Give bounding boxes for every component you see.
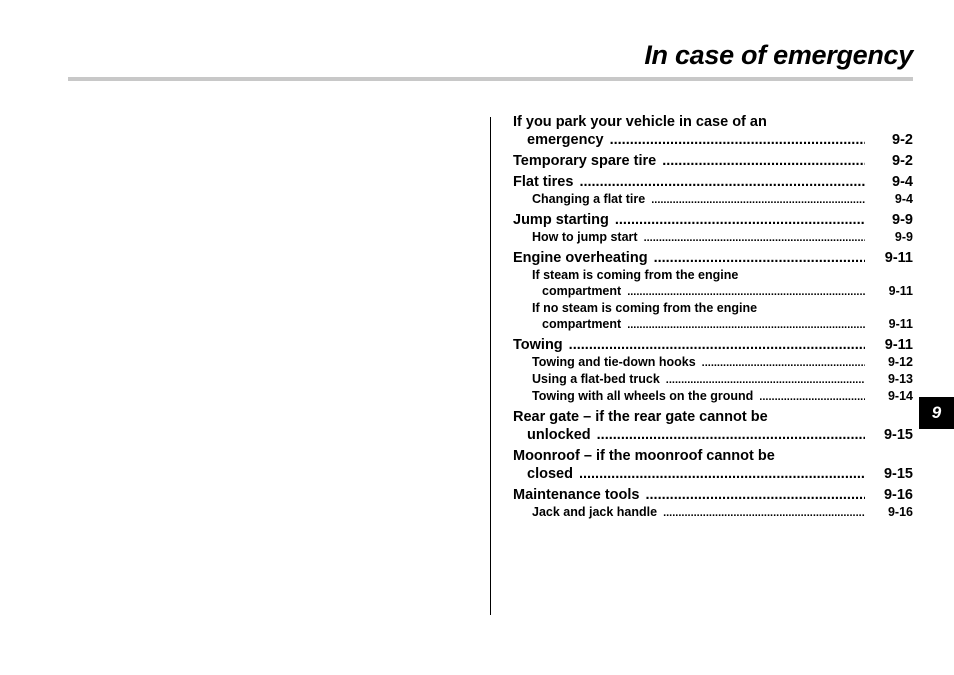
table-of-contents [513, 112, 913, 521]
toc-entry[interactable] [513, 336, 913, 354]
toc-subentry-page: 9-12 [887, 355, 913, 369]
toc-entry[interactable] [513, 408, 913, 444]
toc-leader-dots [662, 152, 865, 170]
toc-subentry[interactable] [513, 191, 913, 208]
toc-subentry[interactable] [513, 354, 913, 371]
toc-subentry-page: 9-11 [888, 284, 913, 298]
toc-entry-page: 9-16 [883, 487, 913, 503]
toc-leader-dots [702, 354, 865, 371]
toc-entry[interactable] [513, 173, 913, 191]
toc-entry-label: unlocked [527, 427, 591, 443]
toc-subentry-page: 9-14 [887, 389, 913, 403]
title-rule [68, 77, 913, 81]
toc-leader-dots [610, 131, 865, 149]
toc-subentry-page: 9-13 [887, 372, 913, 386]
toc-entry-page: 9-15 [883, 466, 913, 482]
toc-leader-dots [627, 283, 865, 300]
toc-entry[interactable] [513, 211, 913, 229]
page-title: In case of emergency [644, 40, 913, 70]
toc-entry-label: emergency [527, 132, 604, 148]
toc-leader-dots [579, 465, 865, 483]
toc-entry[interactable] [513, 249, 913, 267]
toc-entry-page: 9-11 [884, 250, 913, 266]
toc-entry[interactable] [513, 152, 913, 170]
toc-entry-page: 9-2 [892, 153, 913, 169]
toc-leader-dots [666, 371, 865, 388]
chapter-tab: 9 [919, 397, 954, 429]
toc-subentry-label: Changing a flat tire [532, 192, 646, 206]
toc-leader-dots [663, 504, 865, 521]
toc-subentry-label: compartment [542, 317, 622, 331]
toc-subentry-page: 9-9 [894, 230, 913, 244]
toc-entry[interactable] [513, 486, 913, 504]
toc-leader-dots [759, 388, 865, 405]
toc-subentry-label: How to jump start [532, 230, 638, 244]
toc-leader-dots [569, 336, 865, 354]
toc-subentry-label: Using a flat-bed truck [532, 372, 660, 386]
toc-entry-label: Towing [513, 337, 563, 353]
toc-subentry[interactable] [513, 267, 913, 300]
toc-subentry[interactable] [513, 229, 913, 246]
toc-subentry-label: Towing and tie-down hooks [532, 355, 696, 369]
toc-leader-dots [651, 191, 865, 208]
toc-entry[interactable] [513, 447, 913, 483]
toc-leader-dots [644, 229, 865, 246]
toc-subentry-label: Towing with all wheels on the ground [532, 389, 754, 403]
toc-entry-label: Temporary spare tire [513, 153, 657, 169]
toc-subentry[interactable] [513, 504, 913, 521]
toc-entry-label-line1: Moonroof – if the moonroof cannot be [513, 448, 775, 464]
toc-entry-label-line1: Rear gate – if the rear gate cannot be [513, 409, 768, 425]
toc-subentry[interactable] [513, 300, 913, 333]
toc-leader-dots [654, 249, 865, 267]
toc-entry-label-line1: If you park your vehicle in case of an [513, 114, 767, 130]
toc-entry-page: 9-9 [892, 212, 913, 228]
toc-leader-dots [627, 316, 865, 333]
toc-leader-dots [615, 211, 865, 229]
toc-subentry-page: 9-11 [888, 317, 913, 331]
toc-entry-label: Jump starting [513, 212, 609, 228]
toc-subentry-label-line1: If steam is coming from the engine [532, 268, 739, 282]
toc-entry-label: closed [527, 466, 573, 482]
toc-subentry-label: Jack and jack handle [532, 505, 658, 519]
toc-subentry-page: 9-4 [894, 192, 913, 206]
toc-subentry[interactable] [513, 371, 913, 388]
toc-subentry-label: compartment [542, 284, 622, 298]
toc-leader-dots [646, 486, 866, 504]
toc-entry-label: Flat tires [513, 174, 574, 190]
toc-leader-dots [579, 173, 865, 191]
toc-entry[interactable] [513, 113, 913, 149]
toc-entry-label: Maintenance tools [513, 487, 640, 503]
toc-subentry[interactable] [513, 388, 913, 405]
toc-leader-dots [597, 426, 865, 444]
toc-entry-page: 9-11 [884, 337, 913, 353]
toc-subentry-label-line1: If no steam is coming from the engine [532, 301, 758, 315]
toc-entry-page: 9-15 [883, 427, 913, 443]
toc-entry-label: Engine overheating [513, 250, 648, 266]
toc-entry-page: 9-2 [892, 132, 913, 148]
toc-subentry-page: 9-16 [887, 505, 913, 519]
toc-entry-page: 9-4 [892, 174, 913, 190]
column-divider [490, 117, 491, 615]
